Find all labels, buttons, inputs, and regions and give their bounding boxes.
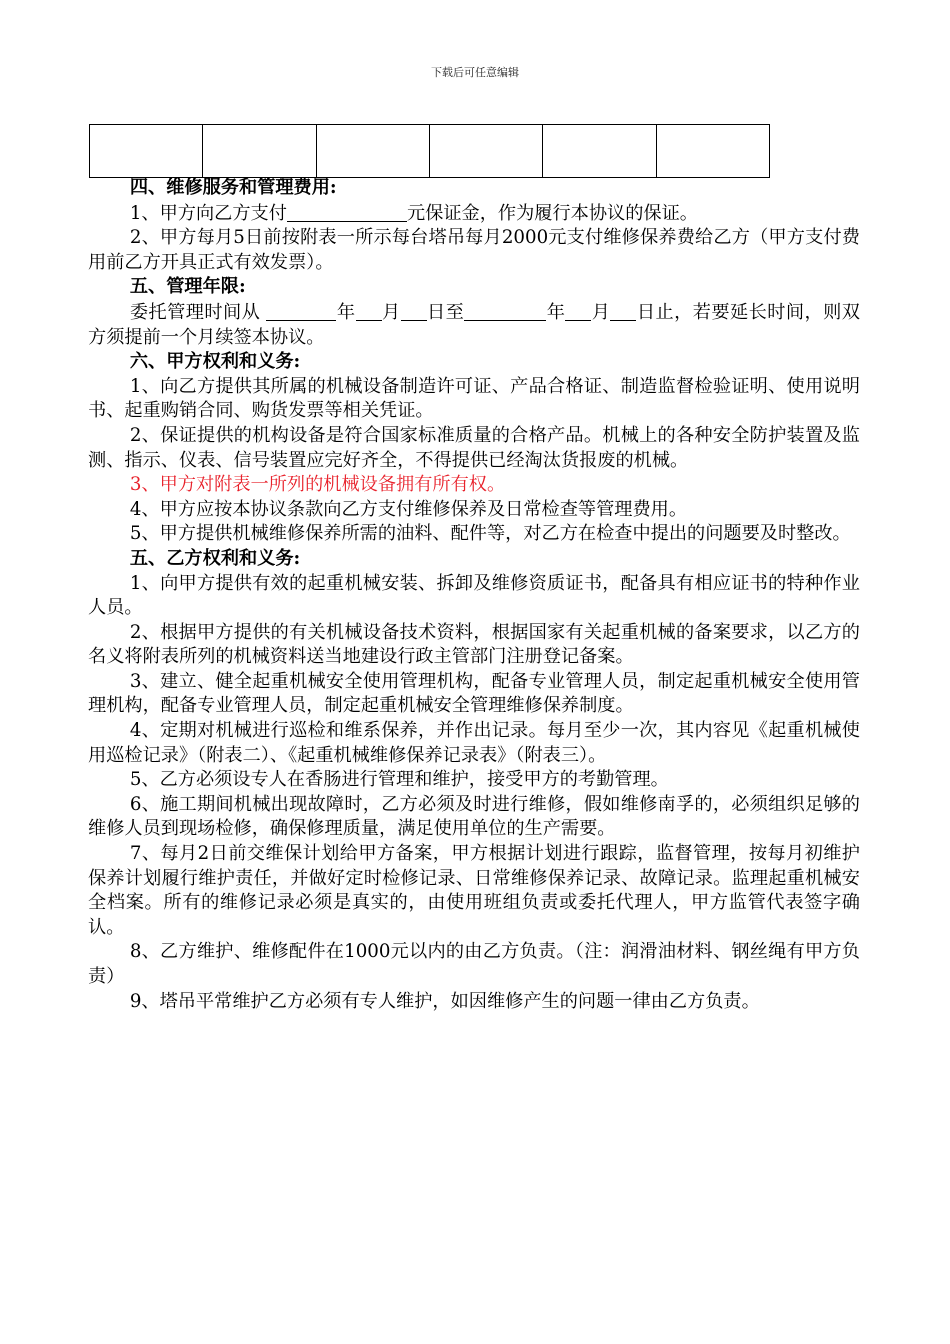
section-heading-party-a: 六、甲方权利和义务: bbox=[129, 351, 301, 373]
fill-blank-start-month bbox=[356, 300, 382, 321]
clause-deposit bbox=[88, 201, 860, 227]
blank-table bbox=[89, 124, 770, 178]
table-cell bbox=[203, 125, 316, 178]
table-cell bbox=[90, 125, 203, 178]
section-heading-party-b: 五、乙方权利和义务: bbox=[129, 547, 301, 569]
clause-item: 2、根据甲方提供的有关机械设备技术资料，根据国家有关起重机械的备案要求，以乙方的名义将附表所列的机械资料送当地建设行政主管部门注册登记备案。 bbox=[88, 621, 860, 668]
clause-text: 月 bbox=[381, 301, 401, 323]
table-cell bbox=[316, 125, 429, 178]
table-row bbox=[90, 125, 770, 178]
table-cell bbox=[429, 125, 542, 178]
page-header-note: 下载后可任意编辑 bbox=[431, 66, 519, 79]
clause-item: 5、乙方必须设专人在香肠进行管理和维护，接受甲方的考勤管理。 bbox=[129, 769, 669, 791]
clause-text: 委托管理时间从 bbox=[129, 301, 261, 323]
clause-item: 6、施工期间机械出现故障时，乙方必须及时进行维修，假如维修南孚的，必须组织足够的维修人员到现场检修，确保修理质量，满足使用单位的生产需要。 bbox=[88, 793, 860, 840]
fill-blank-end-month bbox=[565, 300, 591, 321]
fill-blank-end-day bbox=[610, 300, 636, 321]
clause-item: 4、定期对机械进行巡检和维系保养，并作出记录。每月至少一次，其内容见《起重机械使用巡检记录》（附表二）、《起重机械维修保养记录表》（附表三）。 bbox=[88, 720, 860, 766]
section-heading-fees: 四、维修服务和管理费用: bbox=[129, 177, 337, 198]
clause-item: 4、甲方应按本协议条款向乙方支付维修保养及日常检查等管理费用。 bbox=[129, 498, 688, 520]
clause-text: 日至 bbox=[426, 301, 465, 323]
clause-item: 9、塔吊平常维护乙方必须有专人维护，如因维修产生的问题一律由乙方负责。 bbox=[129, 990, 760, 1012]
clause-text: 日止，若要延长时间，则双方须提前一个月续签本协议。 bbox=[88, 301, 860, 348]
table-cell bbox=[543, 125, 656, 178]
table-cell bbox=[656, 125, 769, 178]
fill-blank-start-year bbox=[266, 300, 336, 321]
clause-text: 年 bbox=[546, 301, 566, 323]
clause-text: 1、甲方向乙方支付 bbox=[129, 202, 287, 224]
clause-item: 5、甲方提供机械维修保养所需的油料、配件等，对乙方在检查中提出的问题要及时整改。 bbox=[129, 523, 851, 545]
clause-item: 8、乙方维护、维修配件在1000元以内的由乙方负责。（注：润滑油材料、钢丝绳有甲方负责） bbox=[88, 941, 860, 987]
clause-item: 7、每月2日前交维保计划给甲方备案，甲方根据计划进行跟踪，监督管理，按每月初维护保养计划履行维护责任，并做好定时检修记录、日常维修保养记录、故障记录。监理起重机械安全档案。所有的维修记录必须是真实的，由使用班组负责或委托代理人，甲方监管代表签字确认。 bbox=[88, 843, 860, 938]
clause-item: 2、保证提供的机构设备是符合国家标准质量的合格产品。机械上的各种安全防护装置及监测、指示、仪表、信号装置应完好齐全，不得提供已经淘汰货报废的机械。 bbox=[88, 424, 860, 471]
clause-item: 1、向乙方提供其所属的机械设备制造许可证、产品合格证、制造监督检验证明、使用说明书、起重购销合同、购货发票等相关凭证。 bbox=[88, 375, 860, 422]
fill-blank-amount bbox=[287, 201, 407, 222]
section-heading-term: 五、管理年限: bbox=[129, 276, 246, 298]
fill-blank-start-day bbox=[401, 300, 427, 321]
clause-text: 年 bbox=[336, 301, 356, 323]
clause-text: 月 bbox=[591, 301, 611, 323]
clause-text: 元保证金，作为履行本协议的保证。 bbox=[406, 202, 698, 224]
clause-term bbox=[88, 300, 860, 350]
fill-blank-end-year bbox=[464, 300, 546, 321]
clause-item: 3、建立、健全起重机械安全使用管理机构，配备专业管理人员，制定起重机械安全使用管理机构，配备专业管理人员，制定起重机械安全管理维修保养制度。 bbox=[88, 670, 860, 717]
clause-monthly-fee: 2、甲方每月5日前按附表一所示每台塔吊每月2000元支付维修保养费给乙方（甲方支付费用前乙方开具正式有效发票）。 bbox=[88, 227, 860, 273]
clause-item-highlighted: 3、甲方对附表一所列的机械设备拥有所有权。 bbox=[129, 474, 506, 496]
document-body bbox=[88, 176, 860, 1014]
clause-item: 1、向甲方提供有效的起重机械安装、拆卸及维修资质证书，配备具有相应证书的特种作业人员。 bbox=[88, 572, 860, 619]
